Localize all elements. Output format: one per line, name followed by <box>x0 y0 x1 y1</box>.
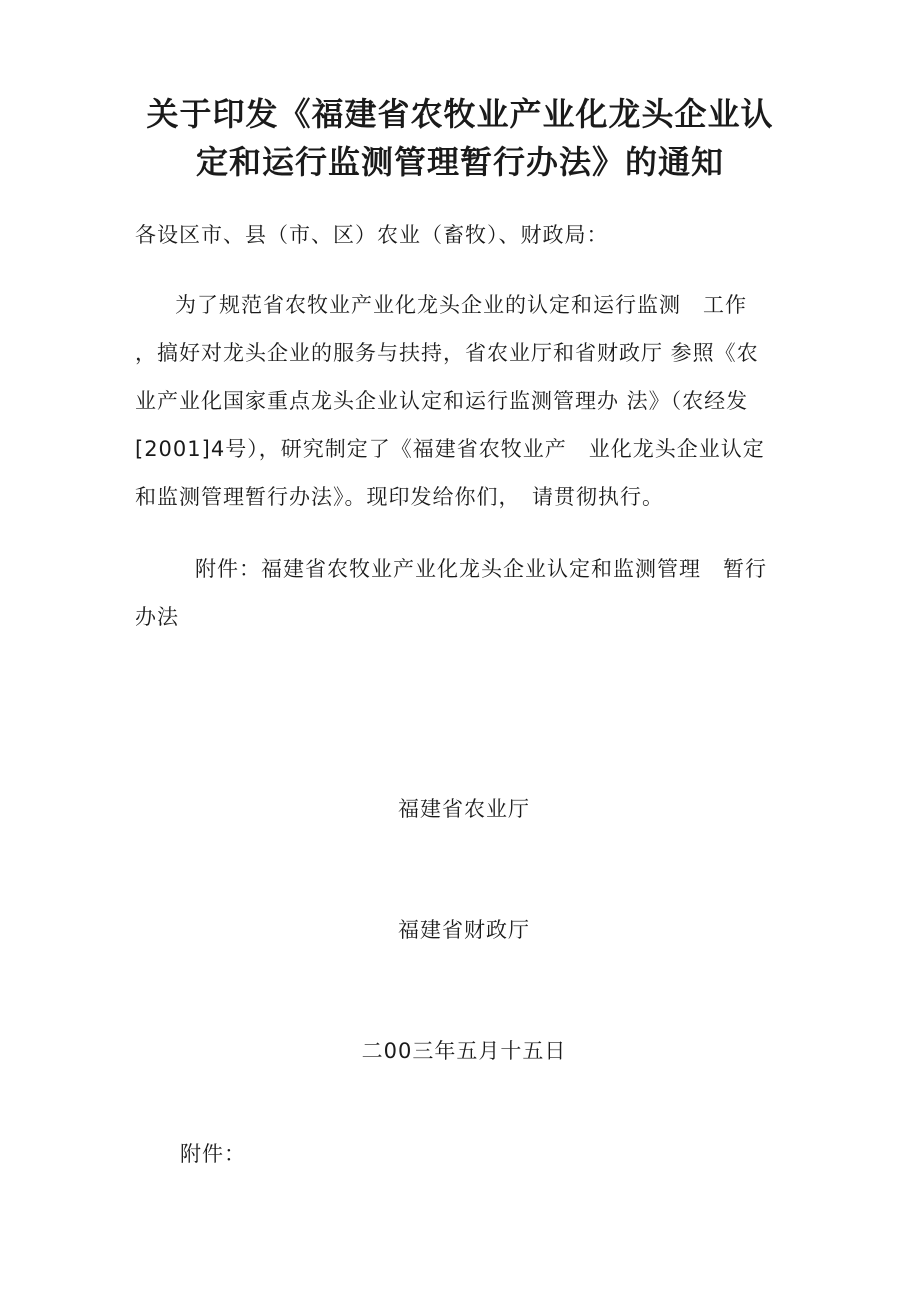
body-line-5: 和监测管理暂行办法》。现印发给你们， 请贯彻执行。 <box>135 485 664 509</box>
issue-date: 二00三年五月十五日 <box>361 1039 567 1063</box>
document-title-line-1: 关于印发《福建省农牧业产业化龙头企业认 <box>146 95 774 133</box>
body-line-4: [2001]4号），研究制定了《福建省农牧业产 业化龙头企业认定 <box>135 437 765 461</box>
body-line-1: 为了规范省农牧业产业化龙头企业的认定和运行监测 工作 <box>175 293 747 317</box>
signatory-agriculture-dept: 福建省农业厅 <box>398 797 530 821</box>
attachment-line-1: 附件：福建省农牧业产业化龙头企业认定和监测管理 暂行 <box>195 557 767 581</box>
body-line-3: 业产业化国家重点龙头企业认定和运行监测管理办 法》（农经发 <box>135 389 749 413</box>
signatory-finance-dept: 福建省财政厅 <box>398 918 530 942</box>
body-line-2: ，搞好对龙头企业的服务与扶持，省农业厅和省财政厅 参照《农 <box>135 341 759 365</box>
attachment-line-2: 办法 <box>135 605 179 629</box>
document-title-line-2: 定和运行监测管理暂行办法》的通知 <box>195 143 724 181</box>
salutation: 各设区市、县（市、区）农业（畜牧）、财政局： <box>135 223 609 247</box>
attachment-label: 附件： <box>180 1142 246 1166</box>
